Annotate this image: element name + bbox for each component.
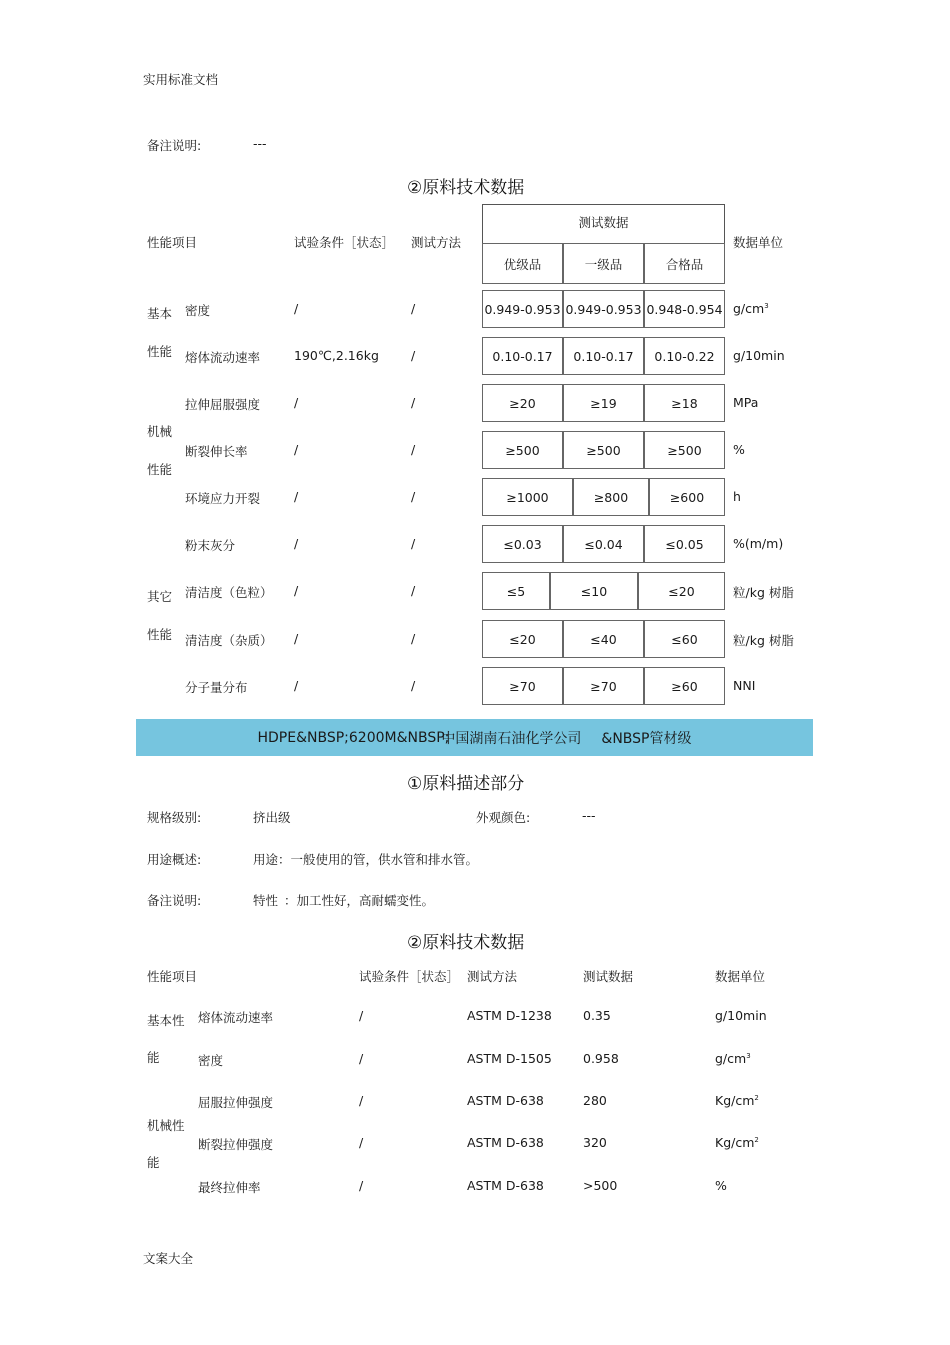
banner-part1: HDPE&NBSP;6200M&NBSP; bbox=[257, 729, 450, 746]
t2-row-method: ASTM D-638 bbox=[467, 1178, 544, 1193]
color-label: 外观颜色: bbox=[476, 810, 531, 825]
t2-group-mech-line2: 能 bbox=[147, 1155, 160, 1170]
row-v3: ≥600 bbox=[649, 478, 725, 516]
row-v2: ≤0.04 bbox=[563, 525, 644, 563]
row-condition: / bbox=[294, 536, 299, 551]
row-condition: / bbox=[294, 489, 299, 504]
color-value: --- bbox=[582, 808, 596, 823]
header-method: 测试方法 bbox=[411, 235, 462, 250]
usage-label: 用途概述: bbox=[147, 852, 202, 867]
row-name: 断裂伸长率 bbox=[185, 444, 248, 459]
t2-row-unit: $Kg/cm^2$ bbox=[715, 1135, 759, 1150]
t2-row-method: ASTM D-1238 bbox=[467, 1008, 552, 1023]
t2-row-condition: / bbox=[359, 1135, 364, 1150]
row-method: / bbox=[411, 678, 416, 693]
row-unit: MPa bbox=[733, 395, 759, 410]
row-v1: 0.949-0.953 bbox=[482, 290, 563, 328]
spec-value: 挤出级 bbox=[253, 810, 291, 825]
header-condition: 试验条件［状态］ bbox=[294, 235, 395, 250]
row-method: / bbox=[411, 489, 416, 504]
t2-row-name: 最终拉伸率 bbox=[198, 1180, 261, 1195]
row-v2: ≥19 bbox=[563, 384, 644, 422]
banner-part2: 中国湖南石油化学公司 bbox=[441, 730, 582, 747]
row-unit: %(m/m) bbox=[733, 536, 784, 551]
row-v1: ≤20 bbox=[482, 620, 563, 658]
row-v1: ≤0.03 bbox=[482, 525, 563, 563]
row-v1: ≥70 bbox=[482, 667, 563, 705]
row-name: 密度 bbox=[185, 303, 211, 318]
row-condition: 190℃,2.16kg bbox=[294, 348, 379, 363]
row-name: 分子量分布 bbox=[185, 680, 248, 695]
t2-row-unit: g/10min bbox=[715, 1008, 767, 1023]
t2-header-data: 测试数据 bbox=[583, 969, 634, 984]
row-method: / bbox=[411, 395, 416, 410]
group-other-line1: 其它 bbox=[147, 589, 173, 604]
remark-value: --- bbox=[253, 136, 267, 151]
header-grade3: 合格品 bbox=[644, 243, 725, 284]
t2-group-basic-line2: 能 bbox=[147, 1050, 160, 1065]
row-v2: ≤10 bbox=[550, 572, 638, 610]
t2-row-condition: / bbox=[359, 1008, 364, 1023]
row-method: / bbox=[411, 536, 416, 551]
row-condition: / bbox=[294, 442, 299, 457]
t2-group-mech-line1: 机械性 bbox=[147, 1118, 185, 1133]
section-title-tech-data-2: ②原料技术数据 bbox=[407, 933, 525, 953]
row-name: 清洁度（色粒） bbox=[185, 585, 273, 600]
row-v3: ≤60 bbox=[644, 620, 725, 658]
usage-value: 用途：一般使用的管，供水管和排水管。 bbox=[253, 852, 479, 867]
row-unit: $g/cm^3$ bbox=[733, 301, 769, 316]
row-method: / bbox=[411, 348, 416, 363]
row-condition: / bbox=[294, 583, 299, 598]
t2-header-unit: 数据单位 bbox=[715, 969, 766, 984]
row-unit: g/10min bbox=[733, 348, 785, 363]
row-v3: ≤0.05 bbox=[644, 525, 725, 563]
t2-row-condition: / bbox=[359, 1093, 364, 1108]
row-unit: h bbox=[733, 489, 741, 504]
t2-row-method: ASTM D-638 bbox=[467, 1135, 544, 1150]
page-header: 实用标准文档 bbox=[143, 72, 219, 87]
group-basic-line2: 性能 bbox=[147, 344, 173, 359]
t2-row-method: ASTM D-1505 bbox=[467, 1051, 552, 1066]
row-name: 环境应力开裂 bbox=[185, 491, 261, 506]
t2-row-unit: $g/cm^3$ bbox=[715, 1051, 751, 1066]
header-grade2: 一级品 bbox=[563, 243, 644, 284]
group-other-line2: 性能 bbox=[147, 627, 173, 642]
header-grade1: 优级品 bbox=[482, 243, 563, 284]
banner-part3: &NBSP管材级 bbox=[601, 730, 692, 747]
header-item: 性能项目 bbox=[147, 235, 198, 250]
t2-row-method: ASTM D-638 bbox=[467, 1093, 544, 1108]
row-condition: / bbox=[294, 678, 299, 693]
section-title-tech-data: ②原料技术数据 bbox=[407, 178, 525, 198]
header-test-data: 测试数据 bbox=[578, 215, 629, 230]
row-v2: 0.10-0.17 bbox=[563, 337, 644, 375]
section-title-description: ①原料描述部分 bbox=[407, 774, 525, 794]
row-v2: 0.949-0.953 bbox=[563, 290, 644, 328]
page-footer: 文案大全 bbox=[143, 1251, 194, 1266]
row-v3: ≥500 bbox=[644, 431, 725, 469]
row-v1: ≥1000 bbox=[482, 478, 573, 516]
row-method: / bbox=[411, 631, 416, 646]
row-v3: ≥18 bbox=[644, 384, 725, 422]
t2-row-name: 断裂拉伸强度 bbox=[198, 1137, 274, 1152]
t2-row-condition: / bbox=[359, 1178, 364, 1193]
t2-row-value: 0.958 bbox=[583, 1051, 619, 1066]
t2-row-value: 320 bbox=[583, 1135, 607, 1150]
spec-label: 规格级别: bbox=[147, 810, 202, 825]
group-basic-line1: 基本 bbox=[147, 306, 173, 321]
row-name: 粉末灰分 bbox=[185, 538, 236, 553]
remark2-label: 备注说明: bbox=[147, 893, 202, 908]
row-v1: ≥500 bbox=[482, 431, 563, 469]
t2-row-name: 密度 bbox=[198, 1053, 224, 1068]
row-v2: ≤40 bbox=[563, 620, 644, 658]
t2-header-item: 性能项目 bbox=[147, 969, 198, 984]
row-v3: ≥60 bbox=[644, 667, 725, 705]
row-condition: / bbox=[294, 631, 299, 646]
row-unit: 粒/kg 树脂 bbox=[733, 633, 794, 648]
product-banner bbox=[136, 719, 813, 756]
t2-row-unit: $Kg/cm^2$ bbox=[715, 1093, 759, 1108]
t2-header-condition: 试验条件［状态］ bbox=[359, 969, 460, 984]
remark2-value: 特性 ：加工性好，高耐蠕变性。 bbox=[253, 893, 435, 908]
row-v3: ≤20 bbox=[638, 572, 725, 610]
header-unit: 数据单位 bbox=[733, 235, 784, 250]
row-v2: ≥800 bbox=[573, 478, 649, 516]
t2-row-value: >500 bbox=[583, 1178, 618, 1193]
row-method: / bbox=[411, 301, 416, 316]
row-condition: / bbox=[294, 301, 299, 316]
row-method: / bbox=[411, 583, 416, 598]
row-unit: % bbox=[733, 442, 745, 457]
row-name: 熔体流动速率 bbox=[185, 350, 261, 365]
row-name: 清洁度（杂质） bbox=[185, 633, 273, 648]
t2-row-name: 熔体流动速率 bbox=[198, 1010, 274, 1025]
row-v2: ≥70 bbox=[563, 667, 644, 705]
t2-row-name: 屈服拉伸强度 bbox=[198, 1095, 274, 1110]
row-v1: ≤5 bbox=[482, 572, 550, 610]
row-unit: 粒/kg 树脂 bbox=[733, 585, 794, 600]
group-mech-line2: 性能 bbox=[147, 462, 173, 477]
t2-row-condition: / bbox=[359, 1051, 364, 1066]
row-unit: NNI bbox=[733, 678, 756, 693]
row-v3: 0.948-0.954 bbox=[644, 290, 725, 328]
t2-group-basic-line1: 基本性 bbox=[147, 1013, 185, 1028]
t2-row-value: 0.35 bbox=[583, 1008, 611, 1023]
t2-header-method: 测试方法 bbox=[467, 969, 518, 984]
row-condition: / bbox=[294, 395, 299, 410]
row-method: / bbox=[411, 442, 416, 457]
row-v1: ≥20 bbox=[482, 384, 563, 422]
t2-row-unit: % bbox=[715, 1178, 727, 1193]
row-v1: 0.10-0.17 bbox=[482, 337, 563, 375]
group-mech-line1: 机械 bbox=[147, 424, 173, 439]
t2-row-value: 280 bbox=[583, 1093, 607, 1108]
remark-label: 备注说明: bbox=[147, 138, 202, 153]
row-name: 拉伸屈服强度 bbox=[185, 397, 261, 412]
row-v2: ≥500 bbox=[563, 431, 644, 469]
row-v3: 0.10-0.22 bbox=[644, 337, 725, 375]
